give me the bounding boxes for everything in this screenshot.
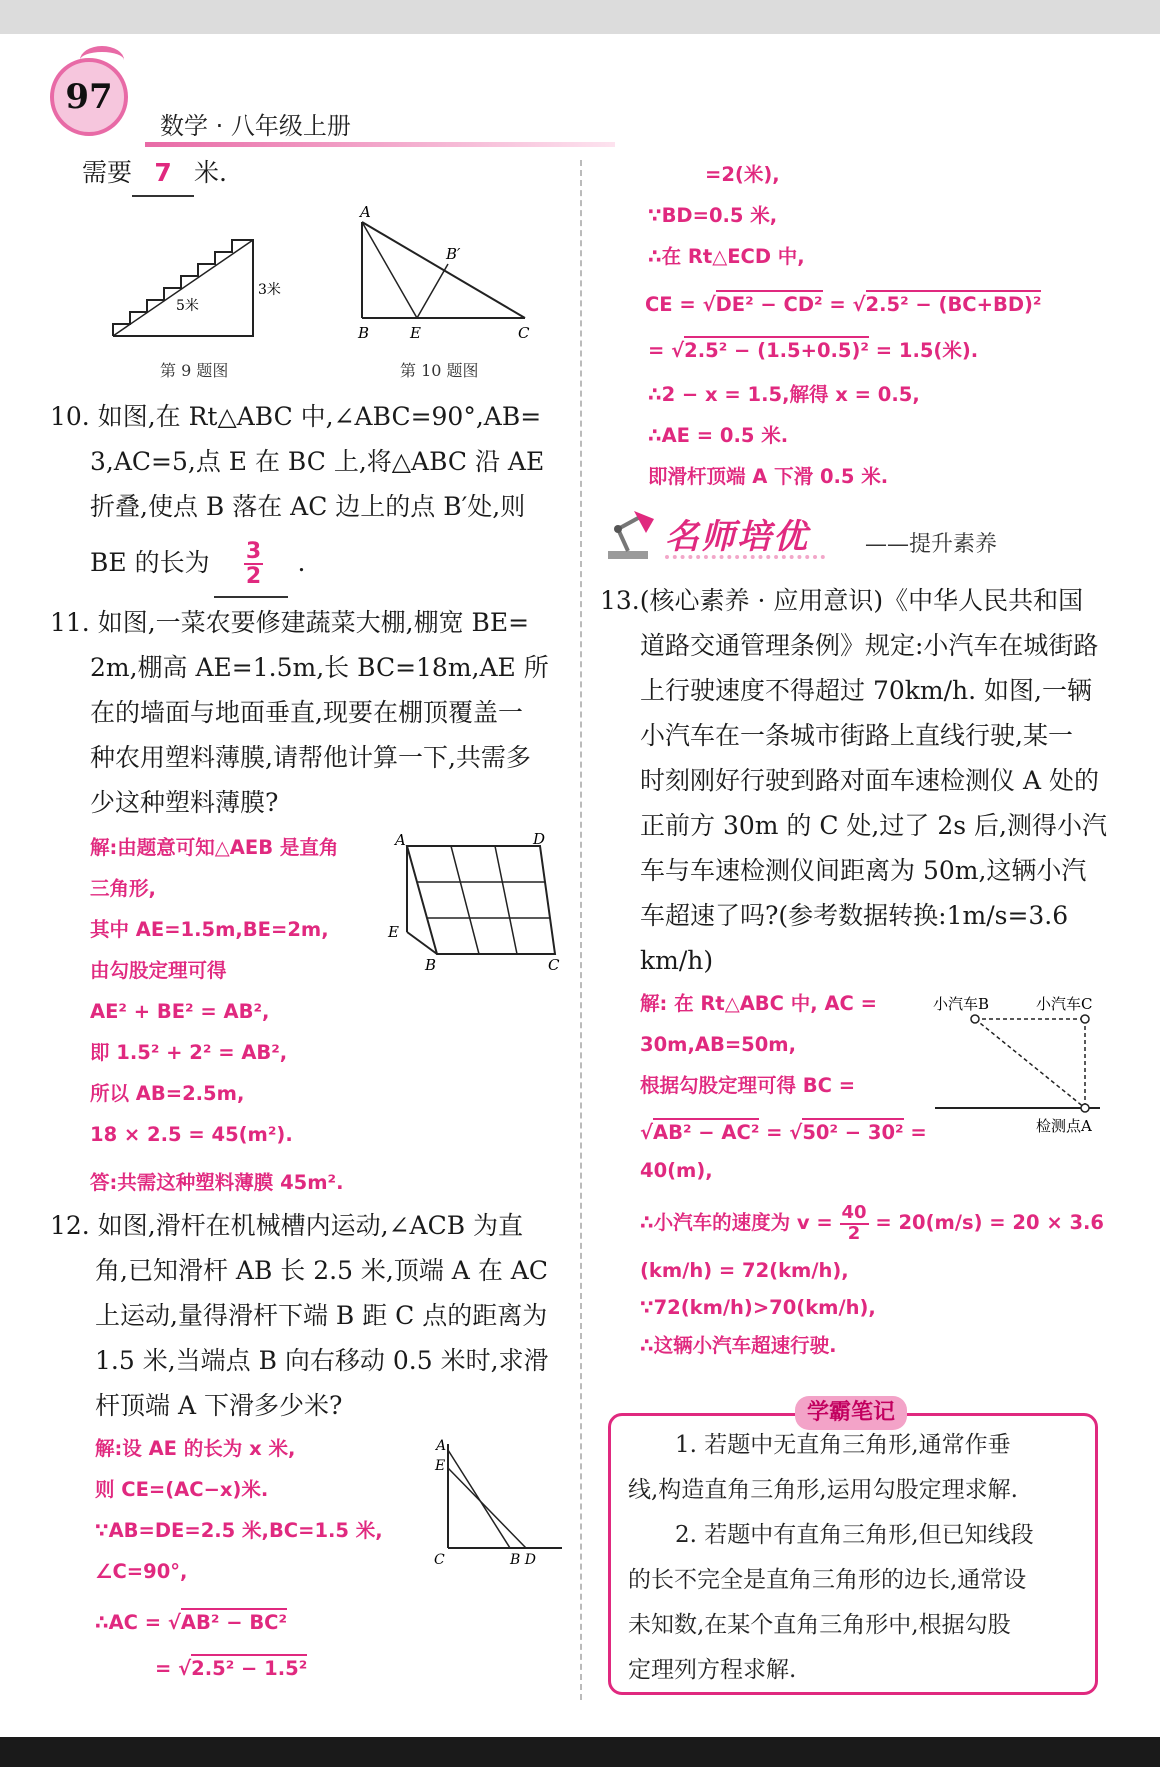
q12-ce2-prefix: = (648, 339, 672, 362)
top-bar (0, 0, 1160, 34)
study-notes-title: 学霸笔记 (795, 1396, 907, 1430)
desk-lamp-icon (600, 505, 660, 565)
q12-ac-prefix: ∴AC = (95, 1611, 168, 1634)
q12-ce-radicand-1: DE² − CD² (716, 290, 823, 316)
segment-ab (975, 1019, 1085, 1108)
figure-10-triangle (350, 206, 540, 346)
label-d: D (533, 832, 546, 848)
q13-speed-prefix: ∴小汽车的速度为 v = (640, 1211, 840, 1234)
segment-eb-prime (417, 264, 448, 318)
q10-line-1: 10. 如图,在 Rt△ABC 中,∠ABC=90°,AB= (50, 402, 542, 431)
q12-cont-1: =2(米), (705, 163, 780, 186)
slope-label: 5米 (176, 298, 199, 314)
q11-solution-8: 18 × 2.5 = 45(m²). (90, 1123, 293, 1146)
q13-speed-line (640, 1200, 1104, 1246)
q11-line-5: 少这种塑料薄膜? (90, 788, 279, 817)
q12-line-5: 杆顶端 A 下滑多少米? (95, 1391, 343, 1420)
q13-solution-3: 根据勾股定理可得 BC = (640, 1074, 856, 1097)
figure-9-caption: 第 9 题图 (160, 361, 229, 380)
section-title: 名师培优 (665, 517, 809, 557)
q10-answer-denominator: 2 (245, 564, 262, 590)
q13-bc-line: √AB² − AC² = √50² − 30² = (640, 1112, 927, 1153)
side-ac (362, 222, 525, 318)
q13-solution-1: 解: 在 Rt△ABC 中, AC = (640, 992, 877, 1015)
q12-line-3: 上运动,量得滑杆下端 B 距 C 点的距离为 (95, 1301, 548, 1330)
figure-13-speed-detector (930, 985, 1110, 1135)
q10-answer-line (90, 540, 305, 588)
label-detector: 检测点A (1036, 1117, 1092, 1135)
fold-line-ae (362, 222, 417, 318)
section-subtitle: ——提升素养 (865, 532, 998, 557)
q13-bc-result: 40(m), (640, 1159, 713, 1182)
figure-11-greenhouse (385, 832, 565, 972)
q13-solution-2: 30m,AB=50m, (640, 1033, 797, 1056)
q12-line-1: 12. 如图,滑杆在机械槽内运动,∠ACB 为直 (50, 1211, 524, 1240)
q13-line-3: 上行驶速度不得超过 70km/h. 如图,一辆 (640, 676, 1092, 705)
q11-solution-5: AE² + BE² = AB², (90, 1000, 270, 1023)
q13-solution-6: ∴这辆小汽车超速行驶. (640, 1334, 837, 1357)
note-line-6: 定理列方程求解. (628, 1657, 797, 1683)
q12-line-2: 角,已知滑杆 AB 长 2.5 米,顶端 A 在 AC (95, 1256, 548, 1285)
q11-line-3: 在的墙面与地面垂直,现要在棚顶覆盖一 (90, 698, 523, 727)
q11-solution-7: 所以 AB=2.5m, (90, 1082, 245, 1105)
q10-answer-underline (214, 596, 288, 598)
height-label: 3米 (258, 282, 281, 298)
label-e: E (410, 324, 421, 342)
label-c: C (548, 956, 560, 972)
q11-line-2: 2m,棚高 AE=1.5m,长 BC=18m,AE 所 (90, 653, 549, 682)
point-a (1081, 1104, 1089, 1112)
q13-speed-suffix: = 20(m/s) = 20 × 3.6 (868, 1211, 1105, 1234)
q12-ac-radicand: AB² − BC² (181, 1608, 287, 1634)
label-bd: B D (510, 1552, 536, 1566)
note-line-1: 1. 若题中无直角三角形,通常作垂 (675, 1432, 1011, 1458)
label-a: A (395, 832, 406, 849)
note-line-4: 的长不完全是直角三角形的边长,通常设 (628, 1567, 1027, 1593)
q13-bc-mid: = (759, 1121, 790, 1144)
q13-line-5: 时刻刚好行驶到路对面车速检测仪 A 处的 (640, 766, 1099, 795)
q11-solution-4: 由勾股定理可得 (90, 959, 227, 982)
q12-ac-line: ∴AC = √AB² − BC² (95, 1602, 287, 1643)
q13-line-4: 小汽车在一条城市街路上直线行驶,某一 (640, 721, 1073, 750)
q12-ac-line2-prefix: = (155, 1657, 179, 1680)
q13-bc-radicand-2: 50² − 30² (802, 1118, 903, 1144)
q12-final-1: ∴2 − x = 1.5,解得 x = 0.5, (648, 383, 920, 406)
q12-ce-line-2: = √2.5² − (1.5+0.5)² = 1.5(米). (648, 330, 978, 371)
label-car-b: 小汽车B (933, 995, 990, 1013)
label-b-prime: B′ (446, 245, 461, 263)
page-number: 97 (50, 58, 128, 136)
q12-cont-3: ∴在 Rt△ECD 中, (648, 245, 805, 268)
section-dots (665, 555, 825, 559)
q13-bc-radicand-1: AB² − AC² (653, 1118, 759, 1144)
note-line-3: 2. 若题中有直角三角形,但已知线段 (675, 1522, 1034, 1548)
point-c (1081, 1015, 1089, 1023)
q13-line-9: km/h) (640, 946, 714, 975)
q10-answer-blank (218, 540, 290, 588)
q13-bc-suffix: = (903, 1121, 927, 1144)
note-line-5: 未知数,在某个直角三角形中,根据勾股 (628, 1612, 1011, 1638)
label-car-c: 小汽车C (1036, 995, 1093, 1013)
book-title: 数学 · 八年级上册 (160, 112, 351, 140)
q12-ce-radicand-2: 2.5² − (BC+BD)² (866, 290, 1042, 316)
q12-final-2: ∴AE = 0.5 米. (648, 424, 789, 447)
q12-solution-2: 则 CE=(AC−x)米. (95, 1478, 269, 1501)
q11-solution-2: 三角形, (90, 877, 156, 900)
q9-tail-suffix: 米. (194, 158, 227, 187)
q11-answer: 答:共需这种塑料薄膜 45m². (90, 1171, 344, 1194)
label-c: C (518, 324, 530, 342)
q13-line-2: 道路交通管理条例》规定:小汽车在城街路 (640, 631, 1099, 660)
q10-line-3: 折叠,使点 B 落在 AC 边上的点 B′处,则 (90, 492, 526, 521)
q10-answer-prefix: BE 的长为 (90, 548, 210, 578)
q13-solution-5: ∵72(km/h)>70(km/h), (640, 1296, 876, 1319)
q13-speed-numerator: 40 (841, 1201, 867, 1223)
q9-answer: 7 (132, 150, 194, 197)
header-rule (145, 142, 615, 147)
label-a: A (436, 1438, 447, 1454)
q12-solution-3: ∵AB=DE=2.5 米,BC=1.5 米, (95, 1519, 383, 1542)
note-line-2: 线,构造直角三角形,运用勾股定理求解. (628, 1477, 1018, 1503)
q11-line-4: 种农用塑料薄膜,请帮他计算一下,共需多 (90, 743, 531, 772)
staircase-slope (113, 240, 253, 336)
q10-answer-numerator: 3 (245, 539, 262, 564)
q12-solution-4: ∠C=90°, (95, 1560, 188, 1583)
q12-final-3: 即滑杆顶端 A 下滑 0.5 米. (648, 465, 889, 488)
q12-line-4: 1.5 米,当端点 B 向右移动 0.5 米时,求滑 (95, 1346, 549, 1375)
label-e: E (435, 1458, 446, 1474)
label-b: B (425, 956, 437, 972)
bottom-bar (0, 1737, 1160, 1767)
q12-cont-2: ∵BD=0.5 米, (648, 204, 778, 227)
q13-speed-denominator: 2 (847, 1222, 861, 1244)
figure-12-sliding-rod (430, 1436, 565, 1566)
q10-answer-suffix: . (297, 548, 306, 578)
q11-solution-6: 即 1.5² + 2² = AB², (90, 1041, 288, 1064)
q12-ce-mid: = (822, 293, 853, 316)
q12-ac-line2-radicand: 2.5² − 1.5² (191, 1654, 307, 1680)
q11-solution-1: 解:由题意可知△AEB 是直角 (90, 836, 339, 859)
point-b (971, 1015, 979, 1023)
greenhouse-roof (407, 846, 555, 954)
q9-tail (82, 150, 227, 197)
q9-tail-prefix: 需要 (82, 158, 133, 187)
q11-line-1: 11. 如图,一菜农要修建蔬菜大棚,棚宽 BE= (50, 608, 530, 637)
label-a: A (360, 206, 371, 221)
rod-ed (448, 1468, 526, 1548)
label-b: B (358, 324, 370, 342)
q11-solution-3: 其中 AE=1.5m,BE=2m, (90, 918, 329, 941)
q13-line-8: 车超速了吗?(参考数据转换:1m/s=3.6 (640, 901, 1069, 930)
q12-ce2-suffix: = 1.5(米). (868, 339, 979, 362)
q12-solution-1: 解:设 AE 的长为 x 米, (95, 1437, 296, 1460)
label-e: E (388, 923, 399, 941)
section-famous-teacher (600, 505, 1020, 565)
q13-solution-4: (km/h) = 72(km/h), (640, 1259, 849, 1282)
label-c: C (434, 1552, 445, 1566)
q12-ce2-radicand: 2.5² − (1.5+0.5)² (684, 336, 869, 362)
q13-line-7: 车与车速检测仪间距离为 50m,这辆小汽 (640, 856, 1087, 885)
q13-line-6: 正前方 30m 的 C 处,过了 2s 后,测得小汽 (640, 811, 1107, 840)
q12-ac-line-2: = √2.5² − 1.5² (155, 1648, 307, 1689)
column-divider (580, 160, 582, 1700)
q13-line-1: 13.(核心素养 · 应用意识)《中华人民共和国 (600, 586, 1084, 615)
q12-ce-line: CE = √DE² − CD² = √2.5² − (BC+BD)² (645, 284, 1041, 325)
figure-9-staircase (108, 236, 288, 344)
q12-ce-prefix: CE = (645, 293, 703, 316)
figure-10-caption: 第 10 题图 (400, 361, 479, 380)
q10-line-2: 3,AC=5,点 E 在 BC 上,将△ABC 沿 AE (90, 447, 545, 476)
